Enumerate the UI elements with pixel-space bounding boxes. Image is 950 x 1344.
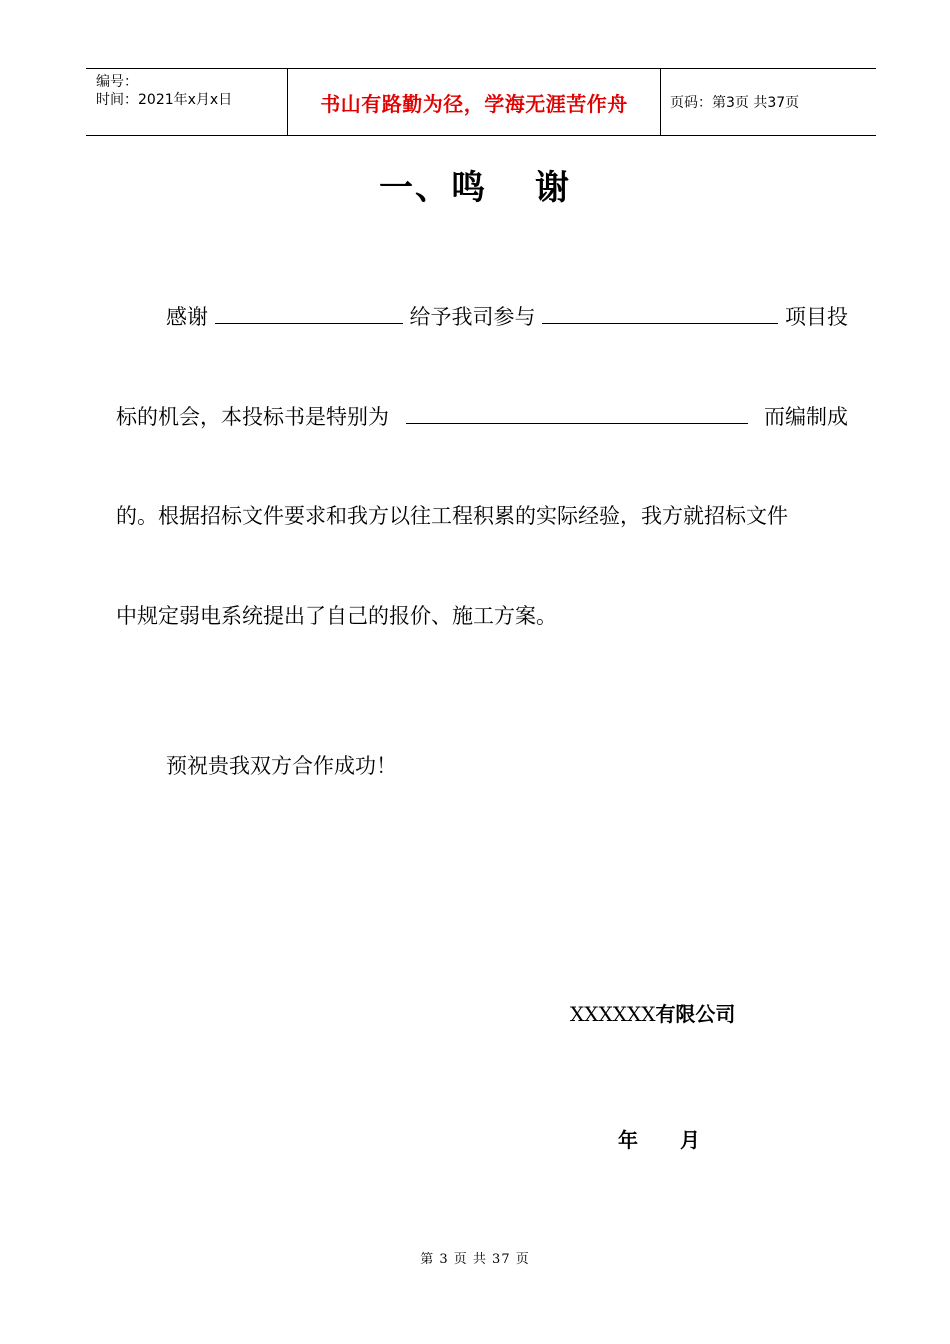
header-motto: 书山有路勤为径，学海无涯苦作舟 bbox=[320, 91, 628, 116]
fill-in-blank-client bbox=[215, 301, 403, 324]
title-part-2: 谢 bbox=[535, 168, 571, 208]
signature-month: 月 bbox=[680, 1128, 700, 1152]
body-line-2-seg-2: 而编制成 bbox=[764, 405, 848, 429]
body-line-2 bbox=[116, 401, 848, 431]
header-page-cell bbox=[661, 69, 876, 135]
signature-year: 年 bbox=[618, 1128, 638, 1152]
body-line-1-seg-3: 项目投 bbox=[785, 305, 848, 329]
body-line-1-seg-2: 给予我司参与 bbox=[409, 305, 536, 329]
header-meta-cell bbox=[86, 69, 288, 135]
company-signature bbox=[570, 998, 735, 1027]
body-line-1 bbox=[116, 301, 848, 331]
company-name-suffix: 有限公司 bbox=[655, 1002, 736, 1026]
fill-in-blank-purpose bbox=[406, 401, 748, 424]
page-footer: 第 3 页 共 37 页 bbox=[420, 1252, 530, 1267]
page-title bbox=[0, 160, 950, 209]
header-time-label: 时间：2021年x月x日 bbox=[96, 92, 233, 108]
company-name-prefix: XXXXXX bbox=[570, 1002, 656, 1026]
header-motto-cell bbox=[288, 69, 661, 135]
body-wish: 预祝贵我双方合作成功！ bbox=[166, 754, 397, 778]
signature-date bbox=[618, 1124, 700, 1153]
header-page-info: 页码：第3页 共37页 bbox=[670, 95, 800, 111]
title-part-1: 一、鸣 bbox=[379, 168, 487, 208]
document-header bbox=[86, 68, 876, 136]
body-line-1-seg-1: 感谢 bbox=[166, 305, 208, 329]
body-line-2-seg-1: 标的机会，本投标书是特别为 bbox=[116, 405, 389, 429]
header-number-label: 编号： bbox=[96, 74, 138, 90]
fill-in-blank-project bbox=[542, 301, 778, 324]
body-line-3: 的。根据招标文件要求和我方以往工程积累的实际经验，我方就招标文件 bbox=[116, 504, 788, 528]
body-line-4: 中规定弱电系统提出了自己的报价、施工方案。 bbox=[116, 604, 557, 628]
